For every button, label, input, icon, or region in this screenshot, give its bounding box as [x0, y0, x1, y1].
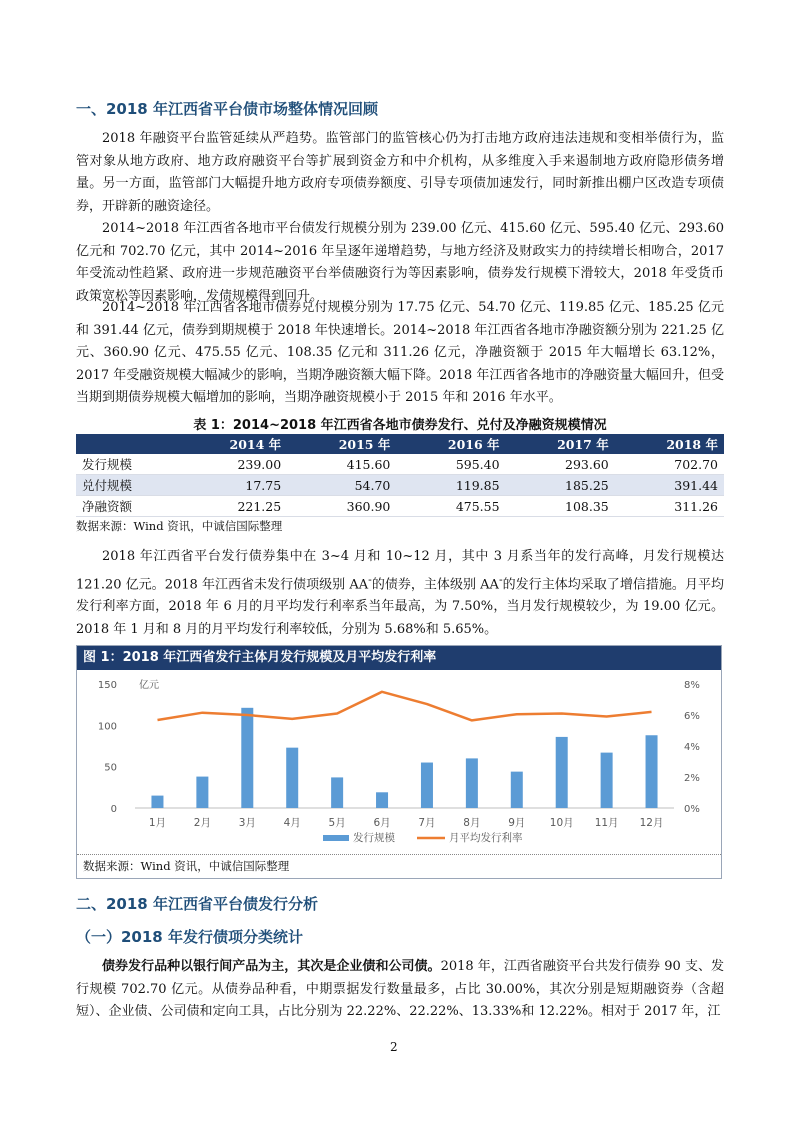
- x-tick-label: 6月: [373, 817, 391, 829]
- table-row: [76, 475, 724, 496]
- table-header-cell: [76, 434, 178, 454]
- x-tick-label: 5月: [328, 817, 346, 829]
- legend-bar-label: 发行规模: [353, 832, 395, 844]
- paragraph-2: 2014~2018 年江西省各地市平台债发行规模分别为 239.00 亿元、415.60 亿元、595.40 亿元、293.60 亿元和 702.70 亿元，其中 2014~2016 年呈逐年递增趋势，与地方经济及财政实力的持续增长相吻合，2017 年受流动性趋紧、政府进一步规范融资平台举债融资行为等因素影响，债券发行规模下滑较大，2018 年受货币政策宽松等因素影响，发债规模得到回升。: [76, 221, 724, 304]
- x-tick-label: 9月: [508, 817, 526, 829]
- x-tick-label: 4月: [283, 817, 301, 829]
- x-tick-label: 8月: [463, 817, 481, 829]
- y2-tick-label: 6%: [684, 711, 700, 722]
- table-cell: 185.25: [506, 475, 615, 496]
- table-header-cell: 2014 年: [178, 434, 287, 454]
- bar-1月: [151, 796, 163, 808]
- table-header-cell: 2017 年: [506, 434, 615, 454]
- table-cell: 239.00: [178, 454, 287, 475]
- table-cell: 702.70: [615, 454, 724, 475]
- paragraph-5-lead: 债券发行品种以银行间产品为主，其次是企业债和公司债。: [102, 959, 441, 974]
- table1-source: 数据来源：Wind 资讯，中诚信国际整理: [76, 519, 283, 533]
- table-header-cell: 2015 年: [287, 434, 396, 454]
- table-cell: 293.60: [506, 454, 615, 475]
- legend-bar-swatch: [323, 835, 349, 841]
- y-tick-label: 150: [97, 680, 117, 691]
- rate-line: [158, 692, 652, 721]
- y-tick-label: 50: [104, 762, 117, 774]
- x-tick-label: 2月: [193, 817, 211, 829]
- y2-tick-label: 2%: [684, 773, 700, 784]
- table-cell: 311.26: [615, 496, 724, 517]
- x-tick-label: 3月: [238, 817, 256, 829]
- table-cell: 595.40: [396, 454, 505, 475]
- figure1-title: 图 1：2018 年江西省发行主体月发行规模及月平均发行利率: [77, 646, 721, 670]
- bar-3月: [241, 708, 253, 808]
- bar-7月: [421, 763, 433, 808]
- x-tick-label: 1月: [148, 817, 167, 829]
- table-row-label: 净融资额: [76, 496, 178, 517]
- y2-tick-label: 8%: [684, 680, 700, 691]
- bar-10月: [556, 737, 568, 808]
- table-row: [76, 454, 724, 475]
- paragraph-3: 2014~2018 年江西省各地市债券兑付规模分别为 17.75 亿元、54.70 亿元、119.85 亿元、185.25 亿元和 391.44 亿元，债券到期规模于 2018 年快速增长。2014~2018 年江西省各地市净融资额分别为 221.25 亿元、360.90 亿元、475.55 亿元、108.35 亿元和 311.26 亿元，净融资额于 2015 年大幅增长 63.12%，2017 年受融资规模大幅减少的影响，当期净融资额大幅下降。2018 年江西省各地市的净融资量大幅回升，但受当期到期债券规模大幅增加的影响，当期净融资规模小于 2015 年和 2016 年水平。: [76, 300, 724, 405]
- paragraph-4-part2: 的债券，主体级别 AA: [371, 576, 499, 592]
- table-cell: 108.35: [506, 496, 615, 517]
- y2-tick-label: 0%: [684, 804, 700, 815]
- bar-5月: [331, 777, 343, 808]
- table-cell: 17.75: [178, 475, 287, 496]
- figure1-chart: [77, 670, 721, 854]
- bar-2月: [196, 777, 208, 808]
- paragraph-4-part3: 的发行主体均采取了增信措施。月平均发行利率方面，2018 年 6 月的月平均发行利率系当年最高，为 7.50%，当月发行规模较少，为 19.00 亿元。2018 年 1 月和 8 月的月平均发行利率较低，分别为 5.68%和 5.65%。: [76, 576, 724, 637]
- table-row: [76, 496, 724, 517]
- bar-12月: [646, 735, 658, 808]
- table-row-label: 兑付规模: [76, 475, 178, 496]
- rating-minus-sup: -: [368, 572, 372, 586]
- table-cell: 221.25: [178, 496, 287, 517]
- paragraph-4: [76, 546, 724, 641]
- y-axis-label: 亿元: [139, 680, 159, 691]
- legend-line-label: 月平均发行利率: [449, 832, 523, 844]
- table-header-cell: 2016 年: [396, 434, 505, 454]
- bar-11月: [601, 753, 613, 808]
- bar-4月: [286, 748, 298, 808]
- table-cell: 360.90: [287, 496, 396, 517]
- x-tick-label: 11月: [594, 817, 619, 829]
- x-tick-label: 7月: [418, 817, 436, 829]
- figure1-divider: [77, 854, 721, 855]
- bar-8月: [466, 758, 478, 808]
- paragraph-4-part1: 2018 年江西省平台发行债券集中在 3~4 月和 10~12 月，其中 3 月系当年的发行高峰，月发行规模达 121.20 亿元。2018 年江西省未发行债项级别 AA: [76, 549, 724, 592]
- y-tick-label: 0: [110, 804, 117, 815]
- page-number: 2: [390, 1040, 398, 1054]
- table-cell: 475.55: [396, 496, 505, 517]
- table-cell: 391.44: [615, 475, 724, 496]
- x-tick-label: 12月: [639, 817, 664, 829]
- table1-caption: 表 1：2014~2018 年江西省各地市债券发行、兑付及净融资规模情况: [193, 418, 607, 433]
- table-cell: 54.70: [287, 475, 396, 496]
- figure1: [76, 645, 722, 879]
- table1: [76, 434, 724, 517]
- rating-minus-sup: -: [498, 572, 503, 586]
- table-header-cell: 2018 年: [615, 434, 724, 454]
- x-tick-label: 10月: [549, 817, 574, 829]
- section2-subheading: （一）2018 年发行债项分类统计: [76, 928, 303, 946]
- table-row-label: 发行规模: [76, 454, 178, 475]
- paragraph-1: 2018 年融资平台监管延续从严趋势。监管部门的监管核心仍为打击地方政府违法违规和变相举债行为，监管对象从地方政府、地方政府融资平台等扩展到资金方和中介机构，从多维度入手来遏制地方政府隐形债务增量。另一方面，监管部门大幅提升地方政府专项债券额度、引导专项债加速发行，同时新推出棚户区改造专项债券，开辟新的融资途径。: [76, 131, 724, 214]
- table-header-row: [76, 434, 724, 454]
- paragraph-5: [76, 956, 724, 1024]
- figure1-source: 数据来源：Wind 资讯，中诚信国际整理: [83, 859, 290, 873]
- section2-heading: 二、2018 年江西省平台债发行分析: [76, 895, 318, 913]
- section1-heading: 一、2018 年江西省平台债市场整体情况回顾: [76, 100, 378, 118]
- table-cell: 119.85: [396, 475, 505, 496]
- paragraph-5-body: 2018 年，江西省融资平台共发行债券 90 支、发行规模 702.70 亿元。从债券品种看，中期票据发行数量最多，占比 30.00%，其次分别是短期融资券（含超短）、企业债、公司债和定向工具，占比分别为 22.22%、22.22%、13.33%和 12.22%。相对于 2017 年，江: [76, 959, 724, 1019]
- table-cell: 415.60: [287, 454, 396, 475]
- bar-9月: [511, 772, 523, 808]
- y-tick-label: 100: [97, 721, 117, 733]
- y2-tick-label: 4%: [684, 742, 700, 753]
- bar-6月: [376, 792, 388, 808]
